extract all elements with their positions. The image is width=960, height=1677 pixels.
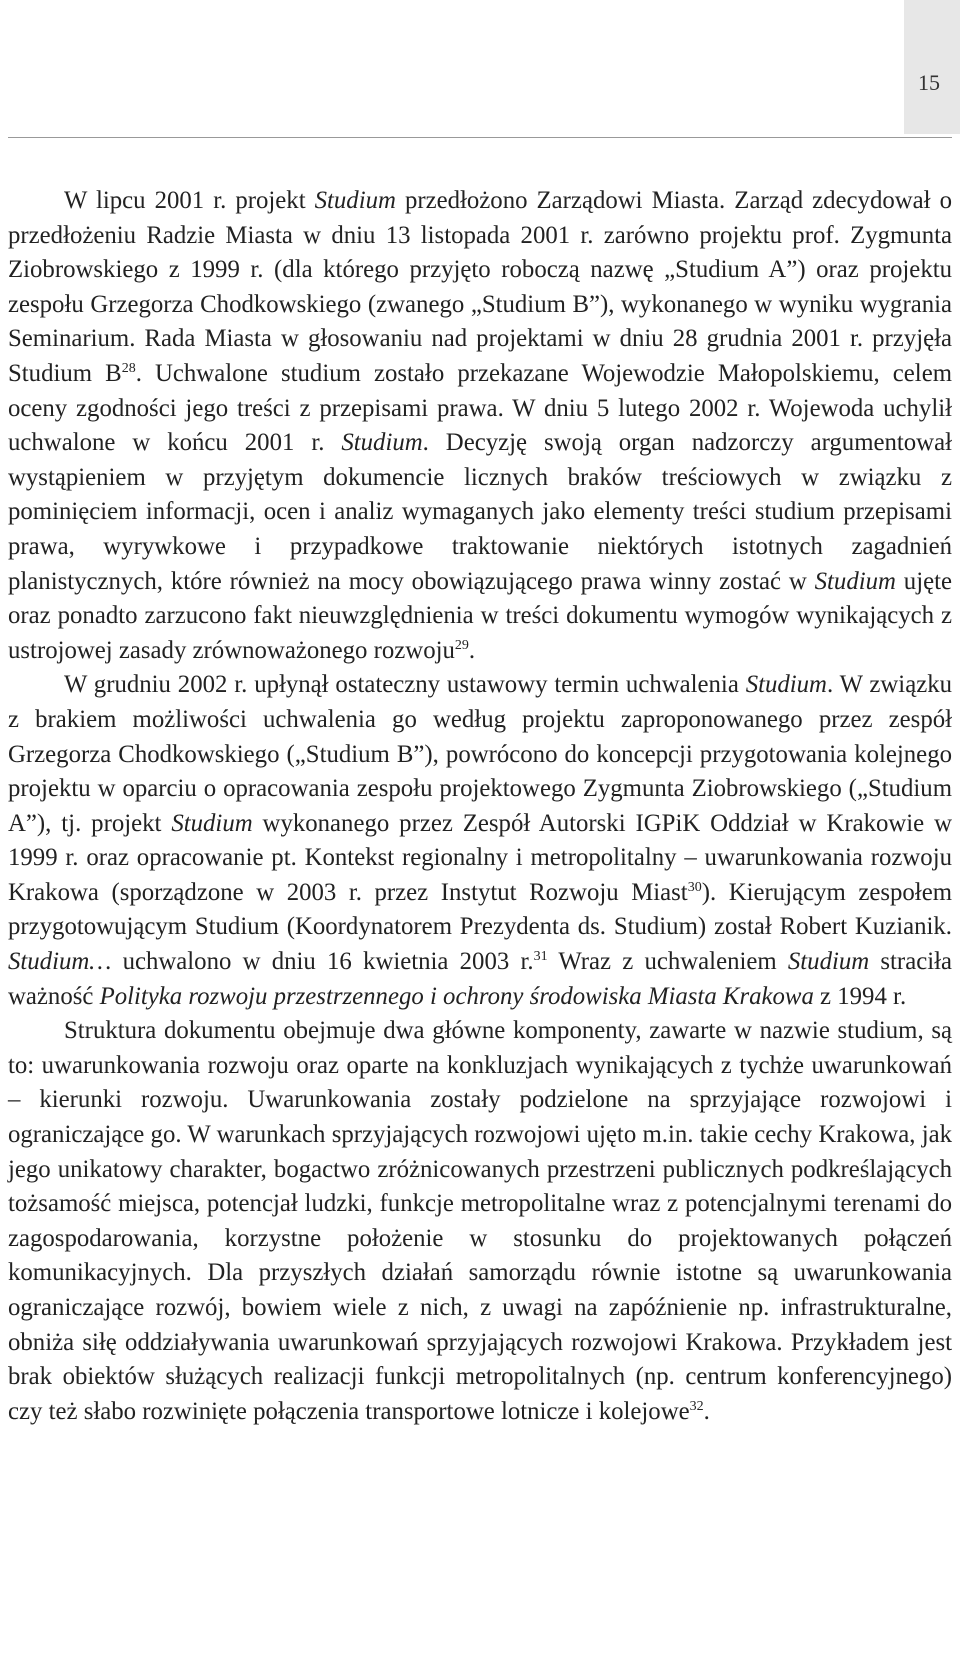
footnote-ref: 28	[121, 360, 136, 376]
paragraph	[8, 184, 952, 668]
text-run: .	[468, 636, 476, 664]
italic-text: Studium	[787, 948, 870, 976]
italic-text: Studium	[745, 671, 827, 699]
text-run: . W związku z brakiem możliwości uchwalenia go według projektu zaproponowanego przez zespół Grzegorza Chodkowskiego („Studium B”), powrócono do koncepcji przygotowania kolejnego projektu w oparciu o opracowania zespołu projektowego Zygmunta Ziobrowskiego („Studium A”), tj. projekt	[8, 671, 952, 837]
body-text	[8, 184, 952, 1429]
text-run: ujęte oraz ponadto zarzucono fakt nieuwzględnienia w treści dokumentu wymogów wynikających z ustrojowej zasady zrównoważonego rozwoju	[8, 567, 952, 664]
italic-text: Studium…	[8, 948, 112, 976]
footnote-ref: 32	[689, 1398, 704, 1414]
header-rule	[8, 137, 952, 138]
text-run: przedłożono Zarządowi Miasta. Zarząd zdecydował o przedłożeniu Radzie Miasta w dniu 13 listopada 2001 r. zarówno projektu prof. Zygmunta Ziobrowskiego z 1999 r. (dla którego przyjęto roboczą nazwę „Studium A”) oraz projektu zespołu Grzegorza Chodkowskiego (zwanego „Studium B”), wykonanego w wyniku wygrania Seminarium. Rada Miasta w głosowaniu nad projektami w dniu 28 grudnia 2001 r. przyjęła Studium B	[8, 187, 952, 387]
footnote-ref: 30	[687, 879, 702, 895]
italic-text: Studium	[314, 187, 396, 214]
text-run: Wraz z uchwaleniem	[547, 948, 788, 976]
text-run: straciła ważność	[8, 948, 952, 1010]
text-run: wykonanego przez Zespół Autorski IGPiK Oddział w Krakowie w 1999 r. oraz opracowanie pt. Kontekst regionalny i metropolitalny – uwarunkowania rozwoju Krakowa (sporządzone w 2003 r. przez Instytut Rozwoju Miast	[8, 809, 953, 906]
footnote-ref: 29	[454, 637, 469, 653]
text-run: uchwalono w dniu 16 kwietnia 2003 r.	[111, 948, 534, 976]
text-run: .	[703, 1397, 710, 1425]
text-run: . Decyzję swoją organ nadzorczy argumentował wystąpieniem w przyjętym dokumencie licznych braków treściowych w związku z pominięciem informacji, ocen i analiz wymaganych jako elementy treści studium przepisami prawa, wyrywkowe i przypadkowe traktowanie niektórych istotnych zagadnień planistycznych, które również na mocy obowiązującego prawa winny zostać w	[8, 429, 952, 595]
italic-text: Studium	[814, 567, 896, 595]
italic-text: Studium	[171, 809, 253, 837]
text-run: W grudniu 2002 r. upłynął ostateczny ustawowy termin uchwalenia	[64, 671, 746, 699]
text-run: Struktura dokumentu obejmuje dwa główne komponenty, zawarte w nazwie studium, są to: uwarunkowania rozwoju oraz oparte na konkluzjach wynikających z tychże uwarunkowań – kierunki rozwoju. Uwarunkowania zostały podzielone na sprzyjające rozwojowi i ograniczające go. W warunkach sprzyjających rozwojowi ujęto m.in. takie cechy Krakowa, jak jego unikatowy charakter, bogactwo zróżnicowanych przestrzeni publicznych podkreślających tożsamość miejsca, potencjał ludzki, funkcje metropolitalne wraz z potencjalnymi terenami do zagospodarowania, korzystne położenie w stosunku do projektowanych połączeń komunikacyjnych. Dla przyszłych działań samorządu równie istotne są uwarunkowania ograniczające rozwój, bowiem wiele z nich, z uwagi na zapóźnienie np. infrastrukturalne, obniża siłę oddziaływania uwarunkowań sprzyjających rozwojowi Krakowa. Przykładem jest brak obiektów służących realizacji funkcji metropolitalnych (np. centrum konferencyjnego) czy też słabo rozwinięte połączenia transportowe lotnicze i kolejowe	[8, 1017, 952, 1425]
text-run: W lipcu 2001 r. projekt	[64, 187, 315, 214]
page-tab	[904, 0, 960, 134]
text-run: z 1994 r.	[813, 982, 907, 1010]
paragraph	[8, 668, 952, 1014]
text-run: . Uchwalone studium zostało przekazane Wojewodzie Małopolskiemu, celem oceny zgodności jego treści z przepisami prawa. W dniu 5 lutego 2002 r. Wojewoda uchylił uchwalone w końcu 2001 r.	[8, 359, 952, 457]
text-run: ). Kierującym zespołem przygotowującym Studium (Koordynatorem Prezydenta ds. Studium) został Robert Kuzianik.	[8, 878, 952, 941]
paragraph	[8, 1014, 952, 1429]
italic-text: Polityka rozwoju przestrzennego i ochrony środowiska Miasta Krakowa	[99, 982, 814, 1010]
italic-text: Studium	[341, 429, 423, 457]
footnote-ref: 31	[533, 948, 548, 964]
page-number: 15	[918, 70, 940, 95]
